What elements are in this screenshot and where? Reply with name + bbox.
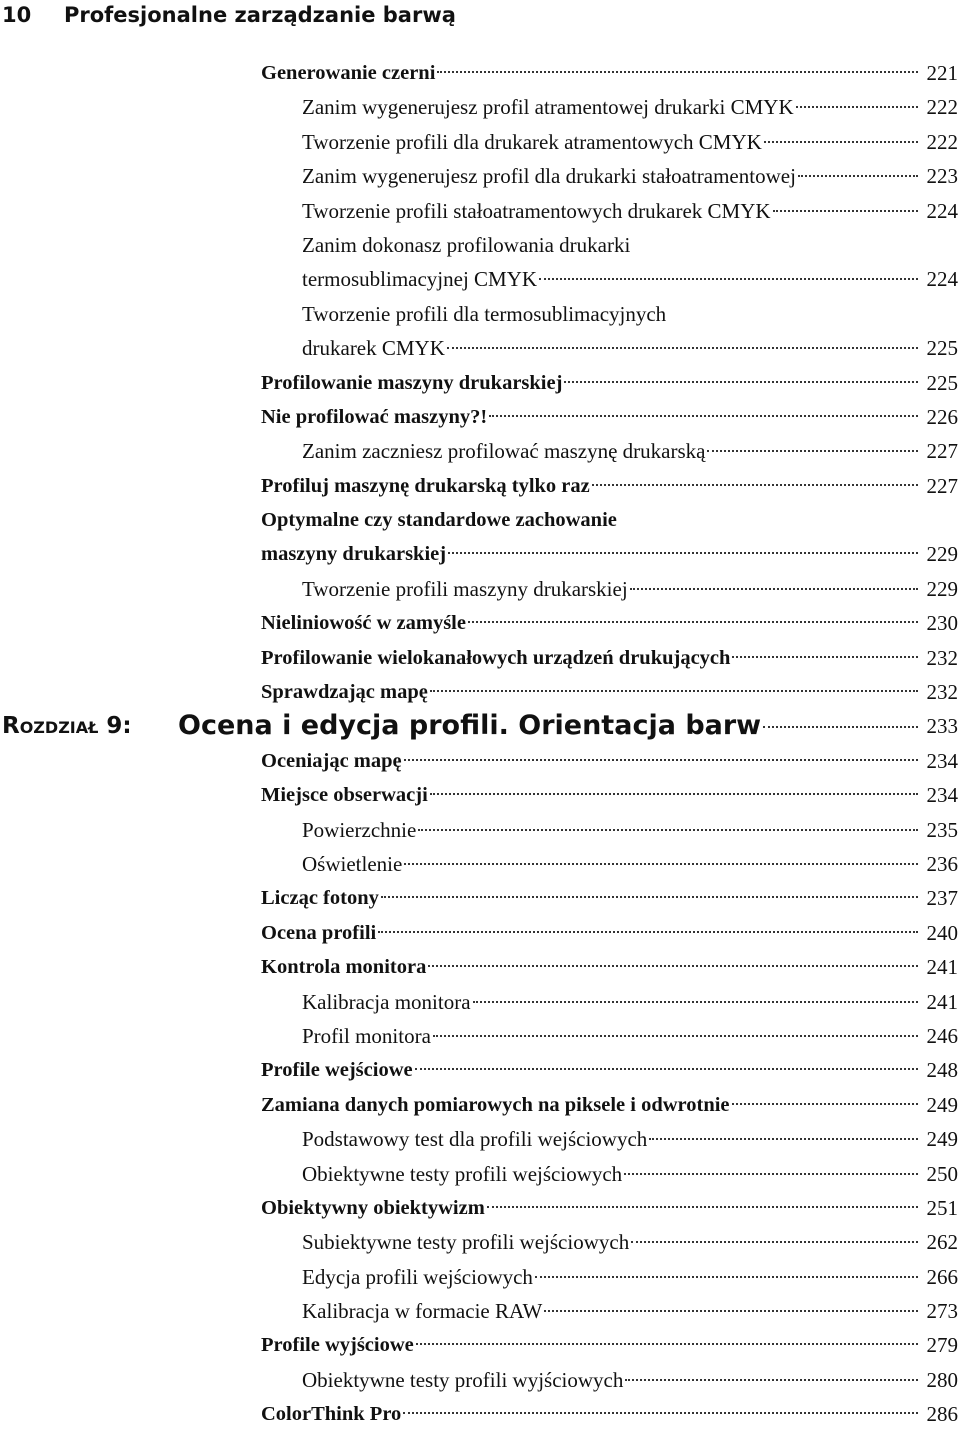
toc-page-number: 279 bbox=[926, 1333, 958, 1358]
toc-entry-title: Obiektywne testy profili wejściowych bbox=[302, 1161, 623, 1186]
dot-leader bbox=[764, 141, 918, 143]
toc-page-number: 241 bbox=[926, 955, 958, 980]
toc-entry bbox=[0, 1225, 960, 1259]
toc-entry bbox=[0, 56, 960, 90]
dot-leader bbox=[433, 1035, 918, 1037]
toc-entry-title: Subiektywne testy profili wejściowych bbox=[302, 1230, 630, 1255]
dot-leader bbox=[404, 863, 918, 865]
toc-page-number: 236 bbox=[926, 851, 958, 876]
dot-leader bbox=[707, 450, 918, 452]
dot-leader bbox=[544, 1310, 918, 1312]
toc-entry bbox=[0, 1019, 960, 1053]
toc-entry bbox=[0, 331, 960, 365]
toc-entry-title: maszyny drukarskiej bbox=[261, 543, 447, 566]
dot-leader bbox=[489, 415, 918, 417]
toc-entry-title: Kalibracja w formacie RAW bbox=[302, 1299, 543, 1324]
toc-page-number: 266 bbox=[926, 1264, 958, 1289]
toc-page-number: 262 bbox=[926, 1230, 958, 1255]
toc-page-number: 237 bbox=[926, 886, 958, 911]
dot-leader bbox=[732, 656, 918, 658]
toc-page-number: 248 bbox=[926, 1058, 958, 1083]
dot-leader bbox=[796, 106, 918, 108]
toc-entry-title: termosublimacyjnej CMYK bbox=[302, 267, 538, 292]
toc-entry bbox=[0, 778, 960, 812]
toc-entry bbox=[0, 1088, 960, 1122]
dot-leader bbox=[649, 1138, 918, 1140]
toc-page-number: 224 bbox=[926, 198, 958, 223]
toc-entry-title: Zamiana danych pomiarowych na piksele i odwrotnie bbox=[261, 1093, 730, 1116]
toc-entry bbox=[0, 985, 960, 1019]
dot-leader bbox=[437, 71, 918, 73]
running-title: Profesjonalne zarządzanie barwą bbox=[64, 3, 456, 27]
toc-entry-title: Edycja profili wejściowych bbox=[302, 1264, 533, 1289]
dot-leader bbox=[378, 931, 918, 933]
toc-entry-title: Nieliniowość w zamyśle bbox=[261, 612, 466, 635]
toc-page-number: 273 bbox=[926, 1299, 958, 1324]
dot-leader bbox=[447, 347, 918, 349]
dot-leader bbox=[592, 484, 918, 486]
toc-page-number: 222 bbox=[926, 129, 958, 154]
toc-page-number: 230 bbox=[926, 611, 958, 636]
toc-entry-title: Tworzenie profili dla drukarek atramentowych CMYK bbox=[302, 129, 762, 154]
toc-page-number: 286 bbox=[926, 1402, 958, 1427]
toc-entry-title: Profilowanie wielokanałowych urządzeń drukujących bbox=[261, 646, 731, 669]
dot-leader bbox=[631, 1241, 918, 1243]
toc-entry bbox=[0, 262, 960, 296]
toc-page-number: 229 bbox=[926, 576, 958, 601]
dot-leader bbox=[381, 896, 918, 898]
toc-entry-title: Generowanie czerni bbox=[261, 62, 436, 84]
page-header bbox=[0, 0, 960, 34]
toc-entry bbox=[0, 847, 960, 881]
toc-entry-title: Profiluj maszynę drukarską tylko raz bbox=[261, 474, 590, 497]
toc-entry-title: Zanim dokonasz profilowania drukarki bbox=[302, 232, 631, 257]
toc-entry-title: Tworzenie profili maszyny drukarskiej bbox=[302, 576, 628, 601]
toc-page-number: 221 bbox=[926, 61, 958, 85]
toc-entry bbox=[0, 1157, 960, 1191]
toc-entry bbox=[0, 537, 960, 571]
dot-leader bbox=[418, 829, 918, 831]
dot-leader bbox=[430, 793, 918, 795]
toc-page-number: 224 bbox=[926, 267, 958, 292]
dot-leader bbox=[403, 1412, 918, 1414]
toc-entry-title: Profilowanie maszyny drukarskiej bbox=[261, 371, 563, 394]
toc-page-number: 251 bbox=[926, 1195, 958, 1220]
toc-page-number: 246 bbox=[926, 1023, 958, 1048]
toc-entry-title: Powierzchnie bbox=[302, 817, 417, 842]
toc-entry bbox=[0, 881, 960, 915]
toc-page-number: 250 bbox=[926, 1161, 958, 1186]
toc-page-number: 225 bbox=[926, 370, 958, 395]
dot-leader bbox=[630, 588, 918, 590]
toc-entry-title: Obiektywne testy profili wyjściowych bbox=[302, 1367, 624, 1392]
toc-entry-title: Profile wejściowe bbox=[261, 1059, 413, 1082]
toc-entry-title: Zanim wygenerujesz profil dla drukarki stałoatramentowej bbox=[302, 164, 796, 189]
toc-entry bbox=[0, 125, 960, 159]
toc-entry bbox=[0, 950, 960, 984]
toc-entry-title: Oświetlenie bbox=[302, 851, 403, 876]
dot-leader bbox=[624, 1173, 918, 1175]
toc-entry bbox=[0, 159, 960, 193]
toc-entry bbox=[0, 606, 960, 640]
page-number: 10 bbox=[2, 3, 32, 27]
toc-entry-title: Nie profilować maszyny?! bbox=[261, 405, 488, 428]
toc-entry bbox=[0, 90, 960, 124]
toc-entry-title: Tworzenie profili dla termosublimacyjnych bbox=[302, 301, 667, 326]
toc-entry-title: Kontrola monitora bbox=[261, 956, 427, 979]
dot-leader bbox=[416, 1343, 918, 1345]
toc-entry-title: Zanim wygenerujesz profil atramentowej drukarki CMYK bbox=[302, 95, 794, 120]
toc-entry-title: Profil monitora bbox=[302, 1023, 431, 1048]
toc-page-number: 234 bbox=[926, 748, 958, 773]
toc-entry-title: Tworzenie profili stałoatramentowych drukarek CMYK bbox=[302, 198, 771, 223]
toc-entry bbox=[0, 744, 960, 778]
toc-entry bbox=[0, 916, 960, 950]
toc-page-number: 249 bbox=[926, 1092, 958, 1117]
toc-entry bbox=[0, 1328, 960, 1362]
toc-entry bbox=[0, 366, 960, 400]
dot-leader bbox=[448, 552, 918, 554]
toc-page-number: 233 bbox=[926, 714, 958, 739]
dot-leader bbox=[732, 1103, 918, 1105]
dot-leader bbox=[535, 1276, 918, 1278]
dot-leader bbox=[773, 210, 918, 212]
toc-entry bbox=[0, 675, 960, 709]
toc-entry bbox=[0, 1363, 960, 1397]
dot-leader bbox=[564, 381, 918, 383]
toc-entry bbox=[0, 1294, 960, 1328]
dot-leader bbox=[625, 1379, 918, 1381]
toc-page-number: 232 bbox=[926, 645, 958, 670]
dot-leader bbox=[428, 965, 918, 967]
dot-leader bbox=[404, 759, 918, 761]
toc-page-number: 280 bbox=[926, 1367, 958, 1392]
toc-page-number: 234 bbox=[926, 783, 958, 808]
toc-entry bbox=[0, 400, 960, 434]
toc-page-number: 227 bbox=[926, 473, 958, 498]
chapter-label: Rozdział 9: bbox=[2, 713, 132, 740]
toc-entry bbox=[0, 194, 960, 228]
toc-entry bbox=[0, 297, 960, 331]
toc-entry bbox=[0, 572, 960, 606]
toc-entry bbox=[0, 469, 960, 503]
toc-page-number: 229 bbox=[926, 542, 958, 567]
toc-entry bbox=[0, 813, 960, 847]
toc-entry bbox=[0, 1260, 960, 1294]
toc-entry-title: Profile wyjściowe bbox=[261, 1334, 414, 1357]
toc-page-number: 232 bbox=[926, 680, 958, 705]
toc-entry bbox=[0, 503, 960, 537]
toc-entry bbox=[0, 228, 960, 262]
toc-entry-title: ColorThink Pro bbox=[261, 1403, 402, 1426]
toc-entry bbox=[0, 641, 960, 675]
toc-page-number: 235 bbox=[926, 817, 958, 842]
toc-entry-title: drukarek CMYK bbox=[302, 336, 445, 361]
dot-leader bbox=[798, 175, 918, 177]
dot-leader bbox=[415, 1068, 918, 1070]
toc-entry-title: Zanim zaczniesz profilować maszynę drukarską bbox=[302, 439, 706, 464]
toc-entry-title: Licząc fotony bbox=[261, 887, 379, 910]
toc-entry-title: Ocena profili bbox=[261, 921, 377, 944]
toc-page-number: 240 bbox=[926, 920, 958, 945]
toc-entry-title: Miejsce obserwacji bbox=[261, 784, 428, 807]
toc-page-number: 241 bbox=[926, 989, 958, 1014]
dot-leader bbox=[763, 726, 918, 728]
toc-page-number: 222 bbox=[926, 95, 958, 120]
toc-entry-title: Podstawowy test dla profili wejściowych bbox=[302, 1127, 648, 1152]
toc-entry-title: Sprawdzając mapę bbox=[261, 681, 428, 704]
toc-page-number: 249 bbox=[926, 1127, 958, 1152]
dot-leader bbox=[487, 1206, 918, 1208]
toc-page-number: 223 bbox=[926, 164, 958, 189]
table-of-contents bbox=[0, 56, 960, 1432]
toc-entry-title: Kalibracja monitora bbox=[302, 989, 471, 1014]
chapter-title: Ocena i edycja profili. Orientacja barw bbox=[178, 710, 762, 742]
dot-leader bbox=[468, 621, 918, 623]
dot-leader bbox=[473, 1001, 918, 1003]
toc-entry bbox=[0, 434, 960, 468]
toc-entry-title: Obiektywny obiektywizm bbox=[261, 1196, 485, 1219]
toc-chapter-entry bbox=[0, 709, 960, 743]
toc-entry-title: Oceniając mapę bbox=[261, 749, 402, 772]
toc-page-number: 226 bbox=[926, 404, 958, 429]
toc-entry bbox=[0, 1191, 960, 1225]
dot-leader bbox=[539, 278, 918, 280]
dot-leader bbox=[430, 690, 918, 692]
toc-entry bbox=[0, 1397, 960, 1431]
toc-entry bbox=[0, 1053, 960, 1087]
toc-page-number: 227 bbox=[926, 439, 958, 464]
toc-page-number: 225 bbox=[926, 336, 958, 361]
toc-entry bbox=[0, 1122, 960, 1156]
toc-entry-title: Optymalne czy standardowe zachowanie bbox=[261, 509, 617, 532]
